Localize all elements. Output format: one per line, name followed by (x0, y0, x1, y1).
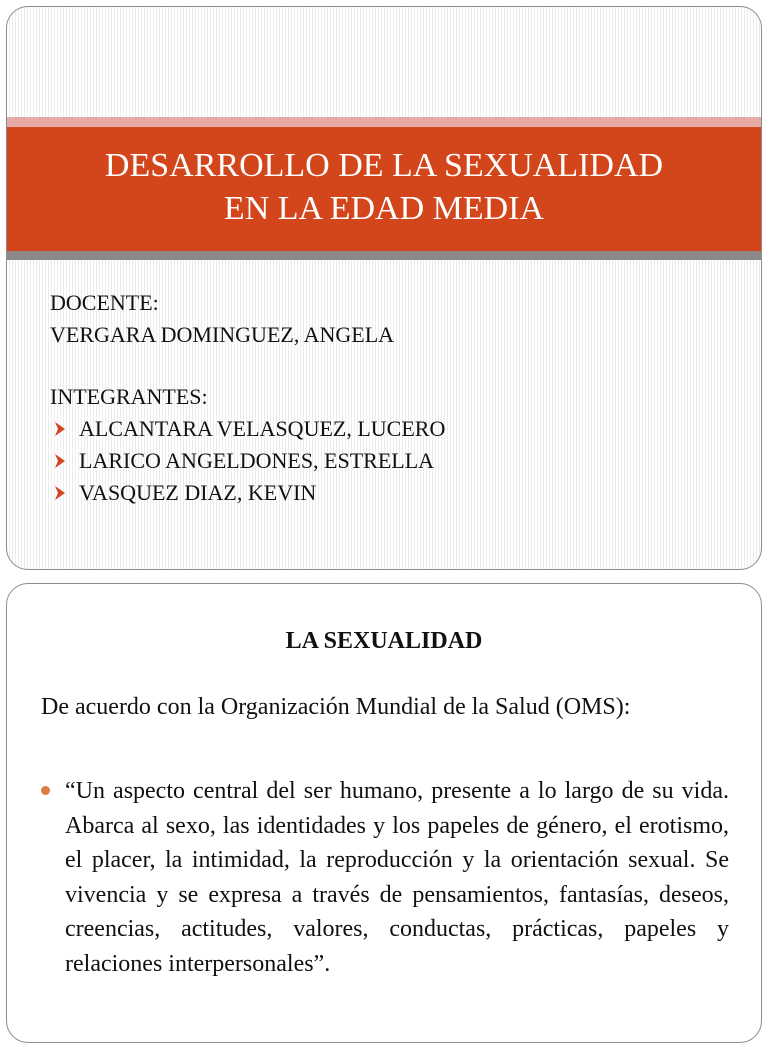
docente-name: VERGARA DOMINGUEZ, ANGELA (50, 322, 395, 347)
integrante-item (50, 477, 445, 509)
integrantes-label: INTEGRANTES: (50, 384, 208, 409)
credits-block (50, 287, 445, 509)
slide-title (7, 144, 761, 230)
integrante-name: VASQUEZ DIAZ, KEVIN (79, 480, 317, 505)
arrow-bullet-icon (54, 421, 66, 437)
integrante-item (50, 413, 445, 445)
arrow-bullet-icon (54, 485, 66, 501)
title-slide (6, 6, 762, 570)
slide-title-line-1: DESARROLLO DE LA SEXUALIDAD (104, 147, 664, 184)
docente-label: DOCENTE: (50, 290, 159, 315)
integrante-name: LARICO ANGELDONES, ESTRELLA (79, 448, 435, 473)
arrow-bullet-icon (54, 453, 66, 469)
integrante-name: ALCANTARA VELASQUEZ, LUCERO (79, 416, 446, 441)
definition-quote: “Un aspecto central del ser humano, presente a lo largo de su vida. Abarca al sexo, las identidades y los papeles de género, el erotismo, el placer, la intimidad, la reproducción y la orientación sexual. Se vivencia y se expresa a través de pensamientos, fantasías, deseos, creencias, actitudes, valores, conductas, prácticas, papeles y relaciones interpersonales”. (65, 778, 729, 977)
section-title: LA SEXUALIDAD (285, 628, 483, 654)
integrante-item (50, 445, 445, 477)
slide-title-line-2: EN LA EDAD MEDIA (223, 190, 545, 227)
definition-slide (6, 583, 762, 1043)
dot-bullet-icon (41, 786, 50, 795)
title-band-bottom-stripe (7, 251, 761, 260)
quote-item (41, 774, 729, 981)
intro-text: De acuerdo con la Organización Mundial de la Salud (OMS): (41, 694, 631, 720)
title-band-top-stripe (7, 117, 761, 127)
